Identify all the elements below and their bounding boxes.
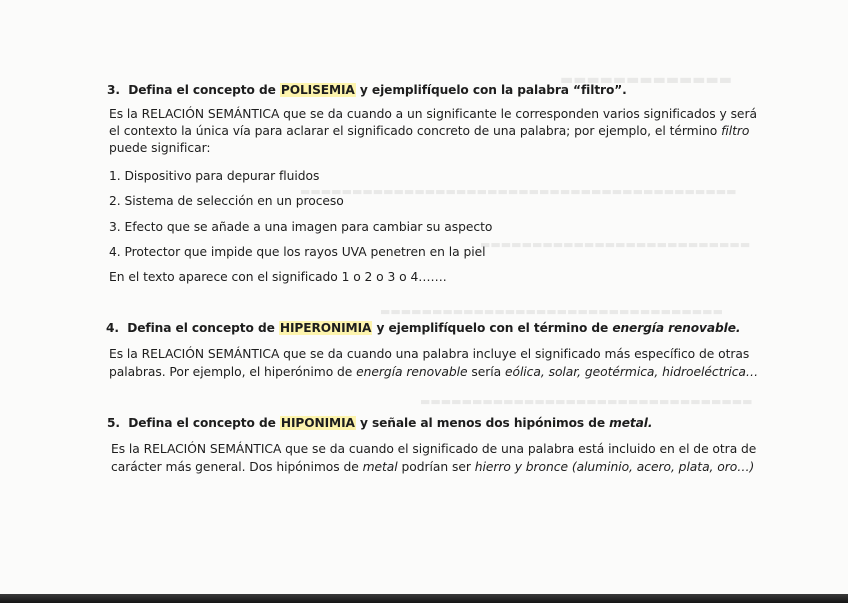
q4-answer-emphasis: eólica, solar, geotérmica, hidroeléctrica… <box>504 365 759 379</box>
q5-title <box>107 416 652 430</box>
q5-title-term: HIPONIMIA <box>280 416 355 430</box>
q4-title-prefix: Defina el concepto de <box>127 321 279 335</box>
q3-list-item: 3. Efecto que se añade a una imagen para cambiar su aspecto <box>109 220 493 234</box>
q3-answer-line <box>109 124 749 138</box>
bleed-through-text: ▬▬▬▬▬▬▬▬▬▬▬▬▬▬▬▬▬▬▬▬▬▬▬▬▬▬▬▬▬▬▬▬ <box>420 395 753 408</box>
q5-answer-text: carácter más general. Dos hipónimos de <box>111 460 363 474</box>
q3-answer-line: Es la RELACIÓN SEMÁNTICA que se da cuando a un significante le corresponden varios significados y será <box>109 107 757 121</box>
q3-title-term: POLISEMIA <box>280 83 355 97</box>
scan-bottom-edge <box>0 594 848 603</box>
q5-number: 5. <box>107 416 120 430</box>
q3-closing-line: En el texto aparece con el significado 1 o 2 o 3 o 4……. <box>109 270 447 284</box>
q5-title-prefix: Defina el concepto de <box>128 416 280 430</box>
q5-answer-emphasis: metal <box>362 460 398 474</box>
q4-title-term: HIPERONIMIA <box>279 321 372 335</box>
q5-title-emphasis: metal. <box>609 416 653 430</box>
q4-answer-line: Es la RELACIÓN SEMÁNTICA que se da cuando una palabra incluye el significado más específico de otras <box>109 347 750 361</box>
q5-title-middle: y señale al menos dos hipónimos de <box>355 416 610 430</box>
q3-answer-text: el contexto la única vía para aclarar el significado concreto de una palabra; por ejemplo, el término <box>109 124 722 138</box>
q4-title-middle: y ejemplifíquelo con el término de <box>372 321 613 335</box>
q3-list-item: 2. Sistema de selección en un proceso <box>109 194 344 208</box>
q4-title <box>106 321 740 335</box>
q4-answer-line <box>109 365 758 379</box>
q4-answer-emphasis: energía renovable <box>356 365 468 379</box>
q3-title-suffix: y ejemplifíquelo con la palabra “filtro”. <box>355 83 627 97</box>
q5-answer-line: Es la RELACIÓN SEMÁNTICA que se da cuando el significado de una palabra está incluido en el de otra de <box>111 442 757 456</box>
q5-answer-emphasis: hierro y bronce (aluminio, acero, plata, oro…) <box>474 460 755 474</box>
q4-answer-text: sería <box>467 365 505 379</box>
bleed-through-text: ▬▬▬▬▬▬▬▬▬▬▬▬▬▬▬▬▬▬▬▬▬▬▬▬▬▬▬▬▬▬▬▬▬ <box>380 305 723 318</box>
bleed-through-text: ▬▬▬▬▬▬▬▬▬▬▬▬▬ <box>560 72 732 88</box>
bleed-through-text: ▬▬▬▬▬▬▬▬▬▬▬▬▬▬▬▬▬▬▬▬▬▬▬▬▬▬▬▬▬▬▬▬▬▬▬▬▬▬▬▬▬▬ <box>300 185 737 198</box>
q3-answer-line: puede significar: <box>109 141 211 155</box>
q3-list-item: 1. Dispositivo para depurar fluidos <box>109 169 320 183</box>
q5-answer-line <box>111 460 754 474</box>
q4-answer-text: palabras. Por ejemplo, el hiperónimo de <box>109 365 357 379</box>
q4-number: 4. <box>106 321 119 335</box>
bleed-through-text: ▬▬▬▬▬▬▬▬▬▬▬▬▬▬▬▬▬▬▬▬▬▬▬▬▬▬ <box>480 238 751 251</box>
q3-answer-emphasis: filtro <box>721 124 750 138</box>
q5-answer-text: podrían ser <box>397 460 475 474</box>
q3-number: 3. <box>107 83 120 97</box>
q3-list-item: 4. Protector que impide que los rayos UVA penetren en la piel <box>109 245 486 259</box>
q3-title-prefix: Defina el concepto de <box>128 83 280 97</box>
q3-title <box>107 83 627 97</box>
q4-title-emphasis: energía renovable. <box>612 321 741 335</box>
